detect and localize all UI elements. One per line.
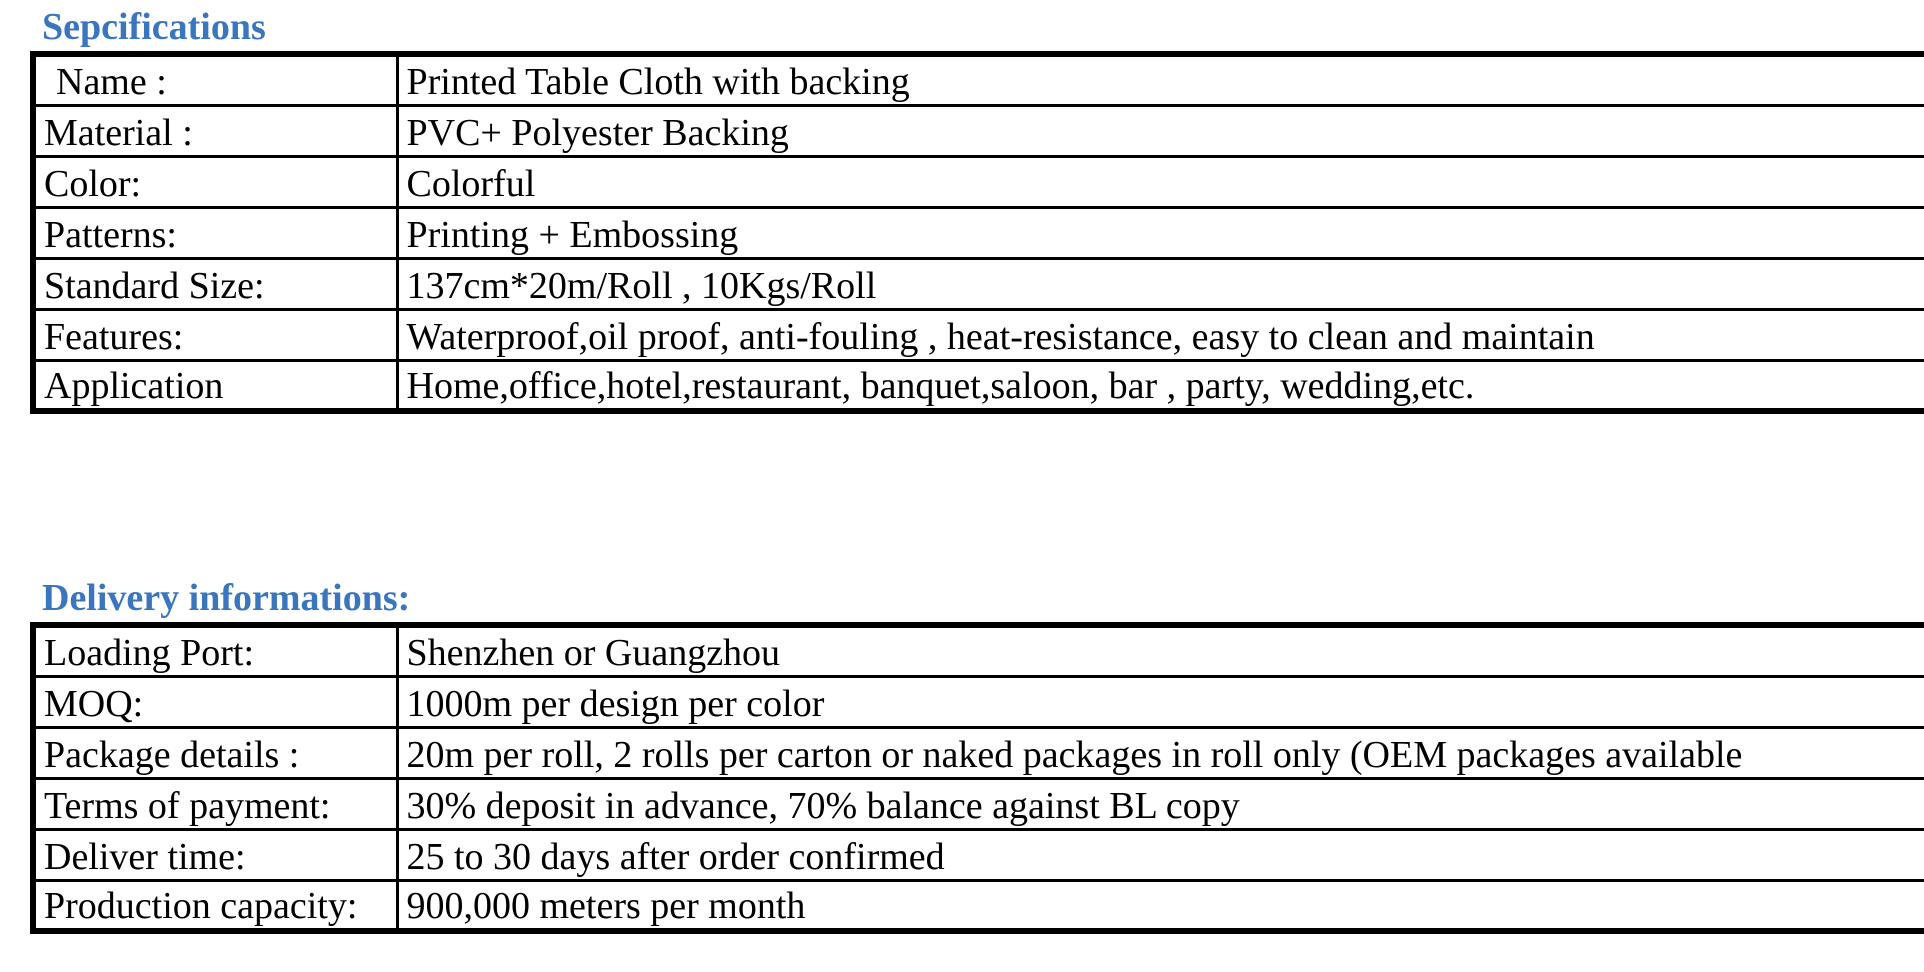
spec-label-standard-size: Standard Size: xyxy=(33,258,397,309)
spec-value-standard-size: 137cm*20m/Roll , 10Kgs/Roll xyxy=(397,258,1924,309)
spec-value-name: Printed Table Cloth with backing xyxy=(397,54,1924,105)
table-row xyxy=(33,880,1924,931)
table-row xyxy=(33,258,1924,309)
delivery-heading: Delivery informations: xyxy=(42,577,411,619)
spec-label-patterns: Patterns: xyxy=(33,207,397,258)
delivery-value-terms-of-payment: 30% deposit in advance, 70% balance against BL copy xyxy=(397,778,1924,829)
delivery-value-deliver-time: 25 to 30 days after order confirmed xyxy=(397,829,1924,880)
spec-label-color: Color: xyxy=(33,156,397,207)
delivery-value-package-details: 20m per roll, 2 rolls per carton or naked packages in roll only (OEM packages available xyxy=(397,727,1924,778)
delivery-label-production-capacity: Production capacity: xyxy=(33,880,397,931)
table-row xyxy=(33,309,1924,360)
delivery-label-terms-of-payment: Terms of payment: xyxy=(33,778,397,829)
spec-label-application: Application xyxy=(33,360,397,411)
delivery-label-deliver-time: Deliver time: xyxy=(33,829,397,880)
table-row xyxy=(33,829,1924,880)
delivery-table xyxy=(30,622,1924,934)
table-row xyxy=(33,156,1924,207)
table-row xyxy=(33,625,1924,676)
spec-label-features: Features: xyxy=(33,309,397,360)
table-row xyxy=(33,105,1924,156)
delivery-label-loading-port: Loading Port: xyxy=(33,625,397,676)
table-row xyxy=(33,207,1924,258)
delivery-label-package-details: Package details : xyxy=(33,727,397,778)
delivery-value-production-capacity: 900,000 meters per month xyxy=(397,880,1924,931)
spec-label-material: Material : xyxy=(33,105,397,156)
spec-value-application: Home,office,hotel,restaurant, banquet,saloon, bar , party, wedding,etc. xyxy=(397,360,1924,411)
specifications-heading: Sepcifications xyxy=(42,6,266,48)
spec-label-name: Name : xyxy=(33,54,397,105)
spec-value-color: Colorful xyxy=(397,156,1924,207)
specifications-table xyxy=(30,51,1924,414)
table-row xyxy=(33,727,1924,778)
delivery-value-loading-port: Shenzhen or Guangzhou xyxy=(397,625,1924,676)
delivery-value-moq: 1000m per design per color xyxy=(397,676,1924,727)
delivery-label-moq: MOQ: xyxy=(33,676,397,727)
table-row xyxy=(33,778,1924,829)
spec-value-features: Waterproof,oil proof, anti-fouling , heat-resistance, easy to clean and maintain xyxy=(397,309,1924,360)
spec-value-patterns: Printing + Embossing xyxy=(397,207,1924,258)
spec-value-material: PVC+ Polyester Backing xyxy=(397,105,1924,156)
table-row xyxy=(33,54,1924,105)
table-row xyxy=(33,676,1924,727)
table-row xyxy=(33,360,1924,411)
